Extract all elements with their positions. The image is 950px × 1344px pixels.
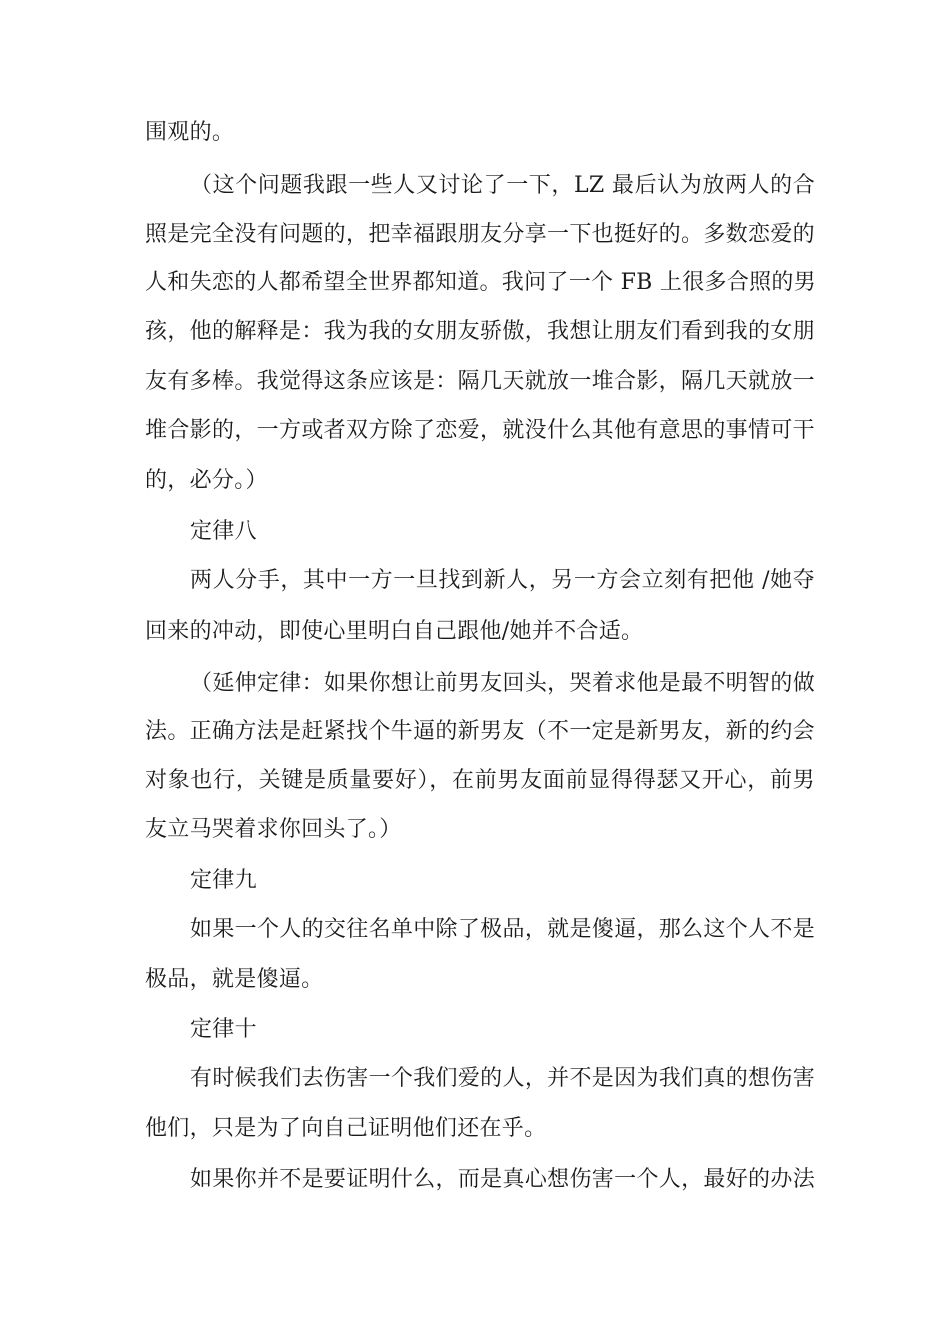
section-heading: 定律九 — [190, 868, 257, 893]
text-line: 照是完全没有问题的，把幸福跟朋友分享一下也挺好的。多数恋爱的 — [145, 222, 815, 247]
text-line: 对象也行，关键是质量要好），在前男友面前显得得瑟又开心，前男 — [145, 768, 815, 793]
text-line: （这个问题我跟一些人又讨论了一下，LZ 最后认为放两人的合 — [190, 173, 815, 198]
text-line: 友立马哭着求你回头了。） — [145, 817, 402, 842]
text-line: 两人分手，其中一方一旦找到新人，另一方会立刻有把他 /她夺 — [190, 568, 815, 593]
text-line: 堆合影的，一方或者双方除了恋爱，就没什么其他有意思的事情可干 — [145, 418, 815, 443]
section-heading: 定律八 — [190, 519, 257, 544]
section-heading: 定律十 — [190, 1017, 257, 1042]
text-line: 如果你并不是要证明什么，而是真心想伤害一个人，最好的办法 — [190, 1167, 815, 1192]
text-line: 人和失恋的人都希望全世界都知道。我问了一个 FB 上很多合照的男 — [145, 270, 817, 295]
text-line: 如果一个人的交往名单中除了极品，就是傻逼，那么这个人不是 — [190, 917, 815, 942]
text-line: 孩，他的解释是：我为我的女朋友骄傲，我想让朋友们看到我的女朋 — [145, 319, 815, 344]
text-line: 的，必分。） — [145, 468, 268, 493]
text-line: 围观的。 — [145, 120, 235, 145]
text-line: 友有多棒。我觉得这条应该是：隔几天就放一堆合影，隔几天就放一 — [145, 369, 815, 394]
text-line: 回来的冲动，即使心里明白自己跟他/她并不合适。 — [145, 619, 644, 644]
text-line: 极品，就是傻逼。 — [145, 967, 324, 992]
text-line: 法。正确方法是赶紧找个牛逼的新男友（不一定是新男友，新的约会 — [145, 719, 815, 744]
text-line: （延伸定律：如果你想让前男友回头，哭着求他是最不明智的做 — [190, 671, 815, 696]
text-line: 他们，只是为了向自己证明他们还在乎。 — [145, 1116, 547, 1141]
text-line: 有时候我们去伤害一个我们爱的人，并不是因为我们真的想伤害 — [190, 1066, 815, 1091]
